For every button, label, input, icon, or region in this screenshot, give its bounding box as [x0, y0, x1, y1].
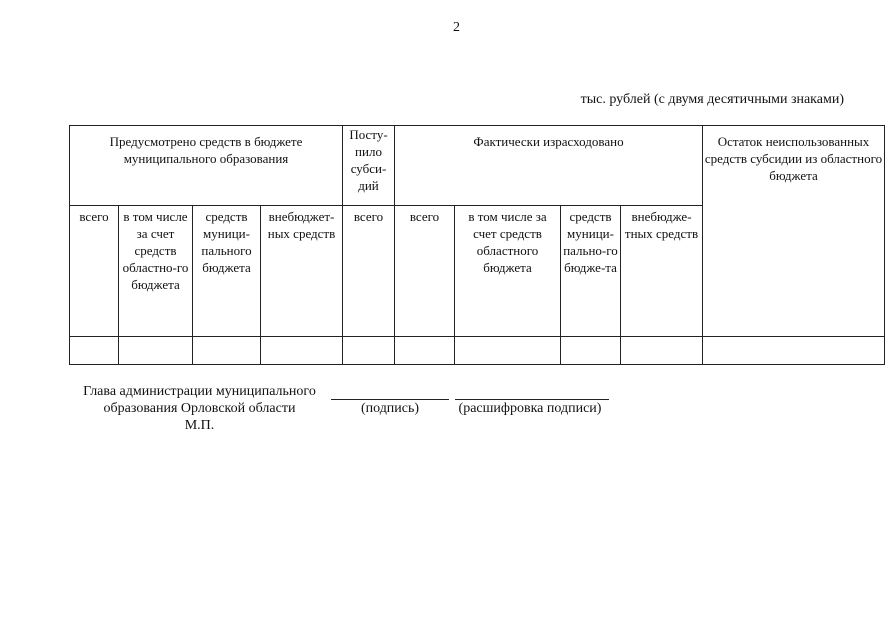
received-total-header: всего [343, 206, 395, 337]
planned-municipal-header: средств муници-пального бюджета [193, 206, 261, 337]
table-cell[interactable] [703, 337, 885, 365]
signature-caption: (подпись) [360, 401, 420, 416]
signature-decode-caption: (расшифровка подписи) [458, 401, 602, 416]
spent-municipal-header: средств муници-пально-го бюдже-та [561, 206, 621, 337]
spent-regional-header: в том числе за счет средств областного бюджета [455, 206, 561, 337]
planned-header: Предусмотрено средств в бюджете муниципального образования [70, 126, 343, 206]
table-row [70, 337, 885, 365]
table-cell[interactable] [621, 337, 703, 365]
page-number: 2 [453, 20, 460, 35]
subsidy-report-table [69, 125, 885, 365]
spent-total-header: всего [395, 206, 455, 337]
stamp-mark: М.П. [184, 418, 215, 433]
table-cell[interactable] [119, 337, 193, 365]
spent-extrabudget-header: внебюдже-тных средств [621, 206, 703, 337]
planned-extrabudget-header: внебюджет-ных средств [261, 206, 343, 337]
signatory-title-line2: образования Орловской области [103, 401, 296, 416]
table-cell[interactable] [193, 337, 261, 365]
signature-block [0, 383, 895, 443]
units-note: тыс. рублей (с двумя десятичными знаками) [580, 92, 844, 107]
table-cell[interactable] [561, 337, 621, 365]
signatory-title-line1: Глава администрации муниципального [83, 384, 316, 399]
received-header: Посту-пило субси-дий [343, 126, 395, 206]
spent-header: Фактически израсходовано [395, 126, 703, 206]
table-cell[interactable] [70, 337, 119, 365]
table-cell[interactable] [395, 337, 455, 365]
remainder-header: Остаток неиспользованных средств субсидии из областного бюджета [703, 126, 885, 337]
table-cell[interactable] [261, 337, 343, 365]
table-cell[interactable] [455, 337, 561, 365]
planned-total-header: всего [70, 206, 119, 337]
signatory-title [72, 383, 327, 434]
planned-regional-header: в том числе за счет средств областно-го бюджета [119, 206, 193, 337]
table-cell[interactable] [343, 337, 395, 365]
header-row-top [70, 126, 885, 206]
